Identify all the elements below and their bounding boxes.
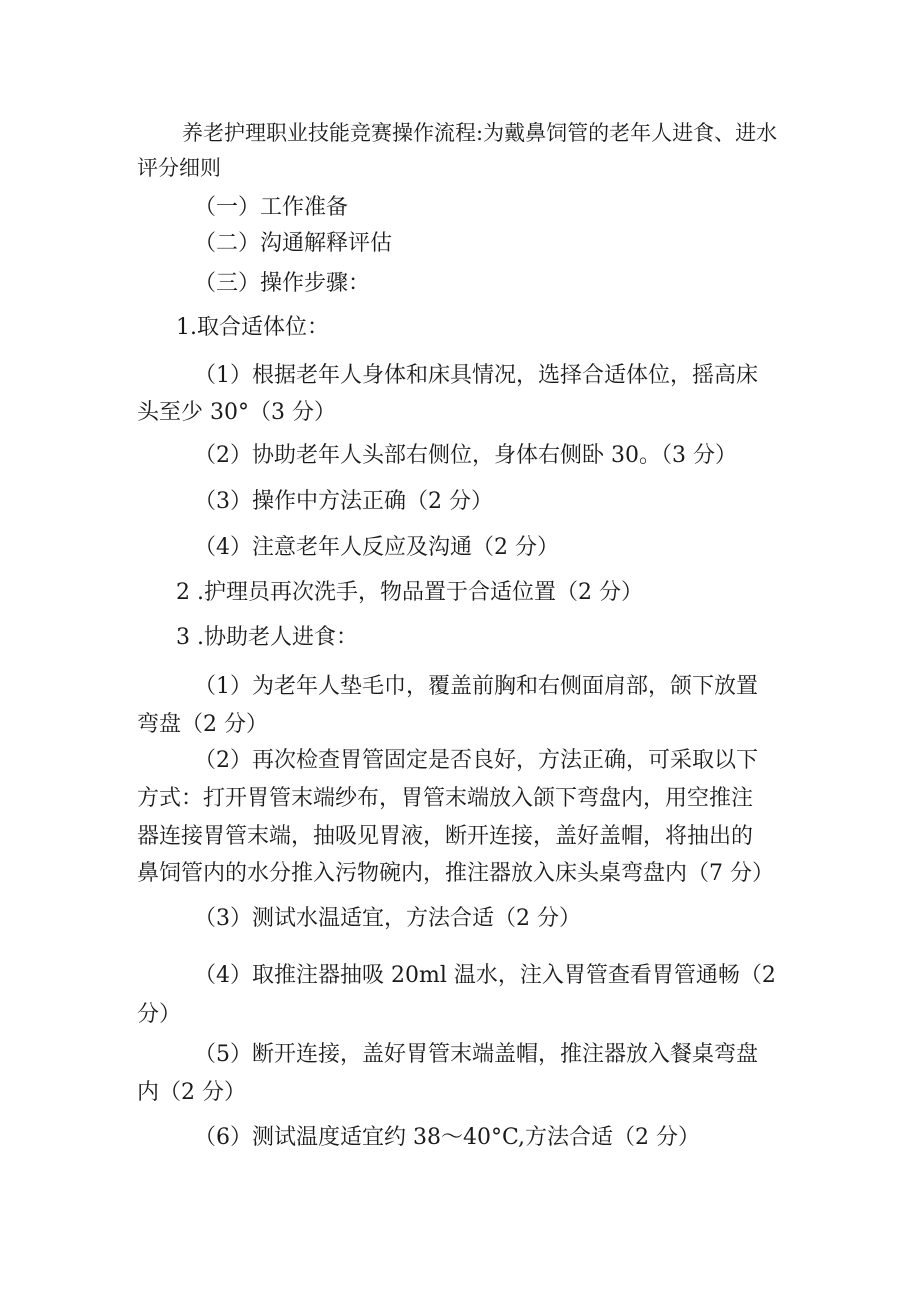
step1-item1-line1: （1）根据老年人身体和床具情况，选择合适体位，摇高床 xyxy=(194,363,758,388)
step3-item2-line2: 方式：打开胃管末端纱布，胃管末端放入颌下弯盘内，用空推注 xyxy=(137,786,754,811)
section-operation-steps: （三）操作步骤： xyxy=(194,271,371,296)
step3-item2-line4: 鼻饲管内的水分推入污物碗内，推注器放入床头桌弯盘内（7 分） xyxy=(137,861,774,886)
step3-item4-line1: （4）取推注器抽吸 20ml 温水，注入胃管查看胃管通畅（2 xyxy=(194,963,776,988)
step1-heading: 1.取合适体位： xyxy=(176,315,329,340)
section-work-preparation: （一）工作准备 xyxy=(194,195,349,220)
step2-heading: 2 .护理员再次洗手，物品置于合适位置（2 分） xyxy=(176,580,643,605)
step3-item2-line3: 器连接胃管末端，抽吸见胃液，断开连接，盖好盖帽，将抽出的 xyxy=(137,824,754,849)
step3-item2-line1: （2）再次检查胃管固定是否良好，方法正确，可采取以下 xyxy=(194,748,758,773)
step3-item5-line2: 内（2 分） xyxy=(137,1080,246,1105)
document-title-line2: 评分细则 xyxy=(137,156,221,180)
step1-item1-line2: 头至少 30°（3 分） xyxy=(137,400,336,425)
section-communication-assessment: （二）沟通解释评估 xyxy=(194,231,393,256)
step1-item4: （4）注意老年人反应及沟通（2 分） xyxy=(194,535,559,560)
step3-item1-line1: （1）为老年人垫毛巾，覆盖前胸和右侧面肩部，颌下放置 xyxy=(194,674,758,699)
step3-item4-line2: 分） xyxy=(137,1002,182,1027)
step3-item3: （3）测试水温适宜，方法合适（2 分） xyxy=(194,906,581,931)
step3-item5-line1: （5）断开连接，盖好胃管末端盖帽，推注器放入餐桌弯盘 xyxy=(194,1042,758,1067)
step3-item1-line2: 弯盘（2 分） xyxy=(137,712,268,737)
step1-item2: （2）协助老年人头部右侧位，身体右侧卧 30。（3 分） xyxy=(194,443,737,468)
step3-item6: （6）测试温度适宜约 38～40°C,方法合适（2 分） xyxy=(194,1125,701,1150)
step3-heading: 3 .协助老人进食： xyxy=(176,625,358,650)
step1-item3: （3）操作中方法正确（2 分） xyxy=(194,489,493,514)
document-title-line1: 养老护理职业技能竞赛操作流程:为戴鼻饲管的老年人进食、进水 xyxy=(182,121,778,145)
